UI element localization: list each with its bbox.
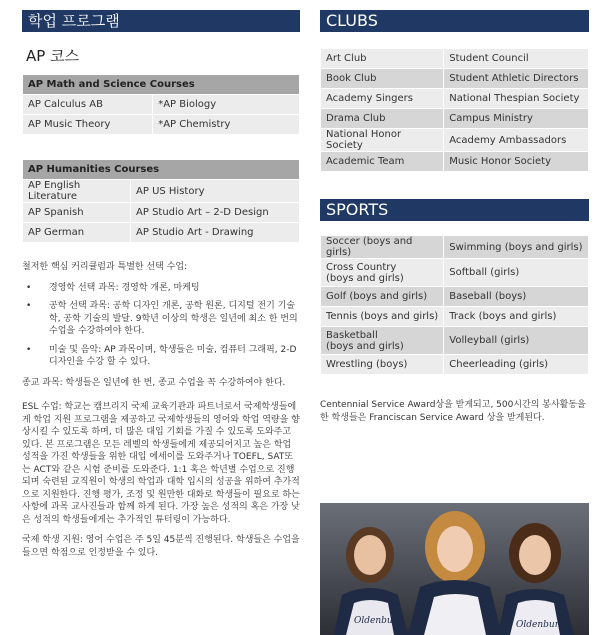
table-row (23, 95, 300, 115)
intro-text: 철저한 핵심 커리큘럼과 특별한 선택 수업: (22, 262, 188, 272)
table-row (23, 180, 300, 203)
table-row (321, 109, 589, 129)
table-cell: National Honor Society (321, 129, 444, 152)
uniform-text: Oldenburg (516, 620, 565, 630)
table-cell: Track (boys and girls) (444, 307, 589, 327)
table-row (321, 259, 589, 287)
sports-table (320, 235, 589, 375)
table-cell: Drama Club (321, 109, 444, 129)
table-row (321, 89, 589, 109)
table-cell: Campus Ministry (444, 109, 589, 129)
table-row (321, 327, 589, 355)
table-row (321, 129, 589, 152)
table-cell: *AP Biology (153, 95, 300, 115)
clubs-table (320, 48, 589, 172)
table-row (321, 287, 589, 307)
table-row (321, 355, 589, 375)
table-cell: AP US History (131, 180, 300, 203)
table-row (23, 223, 300, 243)
table-cell: AP Calculus AB (23, 95, 153, 115)
table-cell: AP English Literature (23, 180, 131, 203)
table-cell: Academic Team (321, 152, 444, 172)
table-cell: *AP Chemistry (153, 115, 300, 135)
clubs-header: CLUBS (320, 10, 589, 32)
uniform-text: Oldenburg (354, 616, 403, 626)
table-header: AP Math and Science Courses (23, 75, 300, 95)
list-item: • 경영학 선택 과목: 경영학 개론, 마케팅 (22, 282, 300, 295)
table-cell: Tennis (boys and girls) (321, 307, 444, 327)
table-row (23, 115, 300, 135)
table-header: AP Humanities Courses (23, 160, 300, 180)
table-row (23, 203, 300, 223)
esl-text: ESL 수업: 학교는 캠브리지 국제 교육기관과 파트너로서 국제학생들에게 학업 지원 프로그램을 제공하고 국제학생들의 영어와 학업 역량을 향상시킬 수 있도록 하며, 더 많은 대입 기회를 가질 수 있도록 도와주고 있다. 본 프로그램은 모든 레벨의 학생들에게 제공되어지고 높은 학업 성적을 가진 학생들을 위한 대입 에세이를 도와주거나 TOEFL, SAT또는 ACT와 같은 시험 준비를 도와준다. 1:1 혹은 학년별 수업으로 진행되며 숙련된 교직원이 학생의 학업과 대학 입시의 성공을 위하여 추가적으로 지원한다. 진행 평가, 조정 및 원만한 대화로 학생들이 필요로 하는 사항에 과목 교사진들과 함께 하게 된다. 가장 높은 성적의 혹은 가장 낮은 성적의 학생들에게는 추가적인 튜터링이 가능하다. (22, 402, 300, 525)
intl-support-text: 국제 학생 지원: 영어 수업은 주 5일 45분씩 진행된다. 학생들은 수업을 들으면 학점으로 인정받을 수 있다. (22, 535, 300, 558)
religion-text: 종교 과목: 학생들은 일년에 한 번, 종교 수업을 꼭 수강하여야 한다. (22, 377, 286, 388)
list-item: • 공학 선택 과목: 공학 디자인 개론, 공학 원론, 디지털 전기 기술학, 공학 기술의 발달. 9학년 이상의 학생은 일년에 최소 한 번의 수업을 수강하여야 한다. (22, 300, 300, 338)
ap-humanities-table (22, 159, 300, 243)
academic-column (22, 10, 300, 559)
service-award-text: Centennial Service Award상을 받게되고, 500시간의 봉사활동을 한 학생들은 Franciscan Service Award 상을 받게된다. (320, 400, 586, 423)
table-cell: AP German (23, 223, 131, 243)
table-cell: Cross Country (boys and girls) (321, 259, 444, 287)
table-cell: Cheerleading (girls) (444, 355, 589, 375)
table-cell: Volleyball (girls) (444, 327, 589, 355)
table-row (321, 152, 589, 172)
table-cell: Baseball (boys) (444, 287, 589, 307)
table-cell: National Thespian Society (444, 89, 589, 109)
table-cell: Book Club (321, 69, 444, 89)
table-row (321, 307, 589, 327)
table-cell: AP Music Theory (23, 115, 153, 135)
cheerleaders-photo (320, 503, 589, 635)
table-cell: Softball (girls) (444, 259, 589, 287)
activities-column (320, 10, 589, 424)
table-cell: Academy Ambassadors (444, 129, 589, 152)
elective-list (22, 282, 300, 369)
table-cell: AP Spanish (23, 203, 131, 223)
table-row (321, 69, 589, 89)
academic-header: 학업 프로그램 (22, 10, 300, 32)
table-cell: Academy Singers (321, 89, 444, 109)
sports-header: SPORTS (320, 199, 589, 221)
table-cell: Music Honor Society (444, 152, 589, 172)
table-cell: Swimming (boys and girls) (444, 236, 589, 259)
list-item: • 미술 및 음악: AP 과목이며, 학생들은 미술, 컴퓨터 그래픽, 2-D 디자인을 수강 할 수 있다. (22, 344, 300, 369)
ap-title: AP 코스 (26, 47, 80, 65)
ap-math-science-table (22, 74, 300, 135)
table-cell: AP Studio Art - Drawing (131, 223, 300, 243)
table-cell: Student Council (444, 49, 589, 69)
table-cell: Art Club (321, 49, 444, 69)
table-row (321, 236, 589, 259)
table-cell: Soccer (boys and girls) (321, 236, 444, 259)
table-cell: Student Athletic Directors (444, 69, 589, 89)
table-cell: Wrestling (boys) (321, 355, 444, 375)
table-cell: Golf (boys and girls) (321, 287, 444, 307)
table-row (321, 49, 589, 69)
table-cell: AP Studio Art – 2-D Design (131, 203, 300, 223)
table-cell: Basketball (boys and girls) (321, 327, 444, 355)
